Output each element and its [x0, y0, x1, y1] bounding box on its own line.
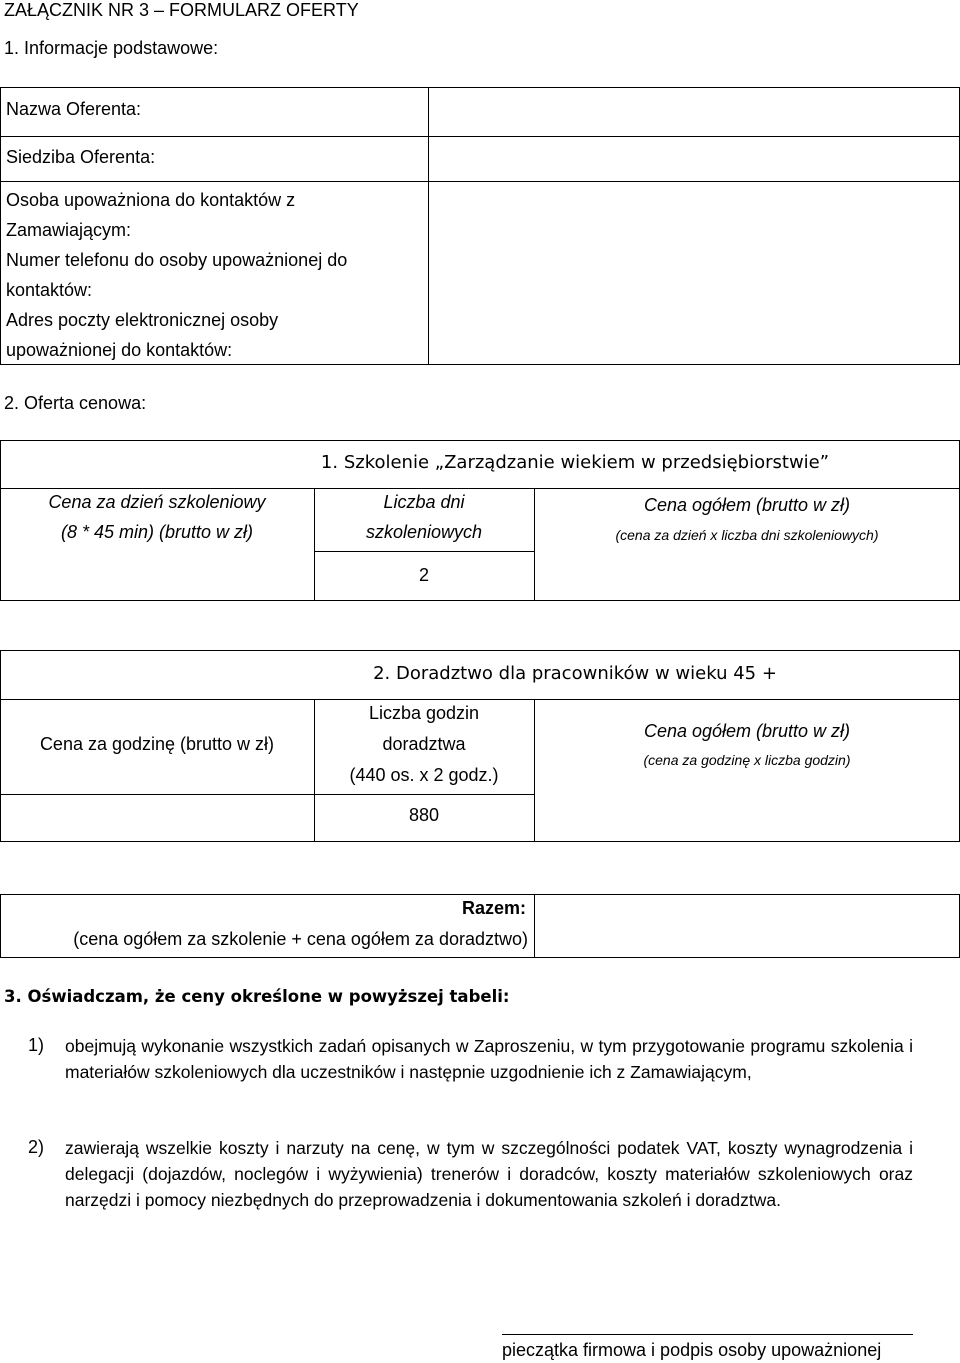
consulting-col2-label-2: doradztwa	[382, 734, 466, 754]
consulting-col1-label: Cena za godzinę (brutto w zł)	[39, 734, 275, 754]
contact-details-field[interactable]	[436, 190, 951, 355]
contact-email-label: Adres poczty elektronicznej osoby upoważnionej do kontaktów:	[6, 310, 279, 360]
section3-title: 3. Oświadczam, że ceny określone w powyższej tabeli:	[4, 987, 510, 1006]
signature-line	[502, 1334, 913, 1335]
item2-text: zawierają wszelkie koszty i narzuty na cenę, w tym w szczególności podatek VAT, koszty wynagrodzenia i delegacji (dojazdów, noclegów i wyżywienia) trenerów i doradców, koszty materiałów szkoleniowych oraz narzędzi i pomocy niezbędnych do przeprowadzenia i dokumentowania szkoleń i doradztwa.	[65, 1138, 913, 1210]
section1-title: 1. Informacje podstawowe:	[4, 38, 219, 58]
contact-phone-label: Numer telefonu do osoby upoważnionej do kontaktów:	[6, 250, 348, 300]
total-value-field[interactable]	[542, 898, 952, 950]
document-heading: ZAŁĄCZNIK NR 3 – FORMULARZ OFERTY	[4, 0, 359, 20]
consulting-title: 2. Doradztwo dla pracowników w wieku 45 +	[373, 663, 777, 684]
basic-info-divider	[428, 87, 429, 365]
training-title: 1. Szkolenie „Zarządzanie wiekiem w przedsiębiorstwie”	[320, 452, 830, 473]
total-label: Razem:	[461, 898, 526, 918]
oferent-name-label: Nazwa Oferenta:	[6, 99, 142, 119]
item2-number: 2)	[28, 1137, 45, 1157]
col-divider	[534, 894, 535, 958]
row-divider	[314, 551, 534, 552]
consulting-col2-label: Liczba godzin	[368, 703, 480, 723]
row-divider	[0, 699, 960, 700]
training-col2-label: Liczba dni	[383, 492, 465, 512]
training-col3-label: Cena ogółem (brutto w zł)	[643, 495, 851, 515]
signature-caption: pieczątka firmowa i podpis osoby upoważnionej	[502, 1340, 882, 1360]
consulting-hours-value: 880	[408, 805, 440, 825]
contact-person-label: Osoba upoważniona do kontaktów z Zamawiającym:	[6, 190, 296, 240]
item1-number: 1)	[28, 1035, 45, 1055]
oferent-seat-label: Siedziba Oferenta:	[6, 147, 156, 167]
section2-title: 2. Oferta cenowa:	[4, 393, 147, 413]
consulting-col2-label-3: (440 os. x 2 godz.)	[349, 765, 499, 785]
row-divider	[0, 136, 960, 137]
training-col3-sublabel: (cena za dzień x liczba dni szkoleniowych)	[615, 527, 879, 543]
consulting-col3-label: Cena ogółem (brutto w zł)	[643, 721, 851, 741]
row-divider	[0, 181, 960, 182]
item1-text: obejmują wykonanie wszystkich zadań opisanych w Zaproszeniu, w tym przygotowanie programu szkolenia i materiałów szkoleniowych dla uczestników i następnie uzgodnienie ich z Zamawiającym,	[65, 1036, 913, 1082]
training-col1-label-2: (8 * 45 min) (brutto w zł)	[60, 522, 254, 542]
row-divider	[0, 794, 534, 795]
row-divider	[0, 488, 960, 489]
total-sublabel: (cena ogółem za szkolenie + cena ogółem za doradztwo)	[73, 929, 528, 949]
training-col1-label: Cena za dzień szkoleniowy	[48, 492, 266, 512]
training-days-value: 2	[418, 565, 429, 585]
training-col2-label-2: szkoleniowych	[365, 522, 483, 542]
consulting-col3-sublabel: (cena za godzinę x liczba godzin)	[643, 752, 851, 768]
